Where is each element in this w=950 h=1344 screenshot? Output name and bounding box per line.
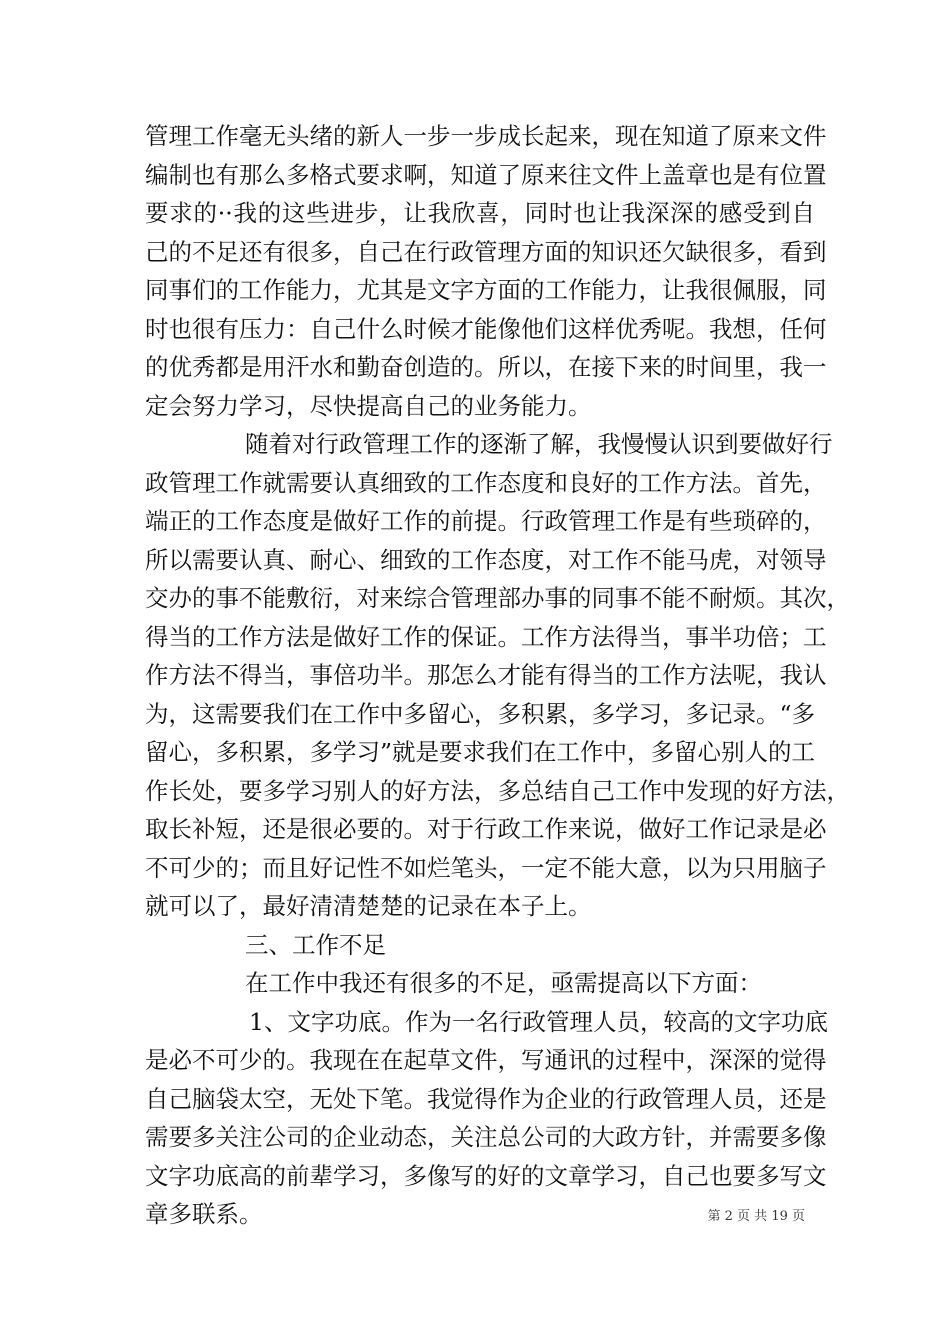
page-number-footer: 第 2 页 共 19 页: [707, 1209, 805, 1224]
text-line: 就可以了，最好清清楚楚的记录在本子上。: [145, 892, 592, 920]
text-line: 得当的工作方法是做好工作的保证。工作方法得当，事半功倍；工: [145, 622, 827, 651]
text-line: 不可少的；而且好记性不如烂笔头，一定不能大意，以为只用脑子: [145, 853, 827, 882]
text-line: 所以需要认真、耐心、细致的工作态度，对工作不能马虎，对领导: [145, 545, 827, 574]
text-line: 1、文字功底。作为一名行政管理人员，较高的文字功底: [249, 1007, 828, 1036]
text-line: 政管理工作就需要认真细致的工作态度和良好的工作方法。首先，: [145, 468, 827, 497]
text-line: 需要多关注公司的企业动态，关注总公司的大政方针，并需要多像: [145, 1123, 827, 1151]
text-line: 己的不足还有很多，自己在行政管理方面的知识还欠缺很多，看到: [145, 237, 827, 266]
text-line: 管理工作毫无头绪的新人一步一步成长起来，现在知道了原来文件: [145, 122, 827, 150]
text-line: 要求的··我的这些进步，让我欣喜，同时也让我深深的感受到自: [145, 199, 815, 227]
text-line: 交办的事不能敷衍，对来综合管理部办事的同事不能不耐烦。其次，: [145, 584, 850, 612]
text-line: 的优秀都是用汗水和勤奋创造的。所以，在接下来的时间里，我一: [145, 353, 827, 381]
section-heading: 三、工作不足: [245, 930, 386, 959]
text-line: 定会努力学习，尽快提高自己的业务能力。: [145, 391, 592, 420]
text-line: 文字功底高的前辈学习，多像写的好的文章学习，自己也要多写文: [145, 1161, 827, 1190]
text-line: 作长处，要多学习别人的好方法，多总结自己工作中发现的好方法，: [145, 776, 850, 805]
text-line: 时也很有压力：自己什么时候才能像他们这样优秀呢。我想，任何: [145, 314, 827, 343]
text-line: 为，这需要我们在工作中多留心，多积累，多学习，多记录。“多: [145, 699, 816, 728]
text-line: 同事们的工作能力，尤其是文字方面的工作能力，让我很佩服，同: [145, 276, 827, 304]
text-line: 取长补短，还是很必要的。对于行政工作来说，做好工作记录是必: [145, 815, 827, 843]
text-line: 自己脑袋太空，无处下笔。我觉得作为企业的行政管理人员，还是: [145, 1084, 827, 1113]
text-line: 作方法不得当，事倍功半。那怎么才能有得当的工作方法呢，我认: [145, 661, 827, 689]
text-line: 随着对行政管理工作的逐渐了解，我慢慢认识到要做好行: [245, 430, 833, 458]
text-line: 是必不可少的。我现在在起草文件，写通讯的过程中，深深的觉得: [145, 1046, 827, 1074]
text-line: 端正的工作态度是做好工作的前提。行政管理工作是有些琐碎的，: [145, 507, 827, 535]
document-body: [145, 117, 850, 1234]
text-line: 章多联系。: [145, 1200, 263, 1228]
text-line: 在工作中我还有很多的不足，亟需提高以下方面：: [245, 969, 762, 997]
text-line: 留心，多积累，多学习”就是要求我们在工作中，多留心别人的工: [145, 738, 816, 766]
text-line: 编制也有那么多格式要求啊，知道了原来往文件上盖章也是有位置: [145, 160, 827, 189]
